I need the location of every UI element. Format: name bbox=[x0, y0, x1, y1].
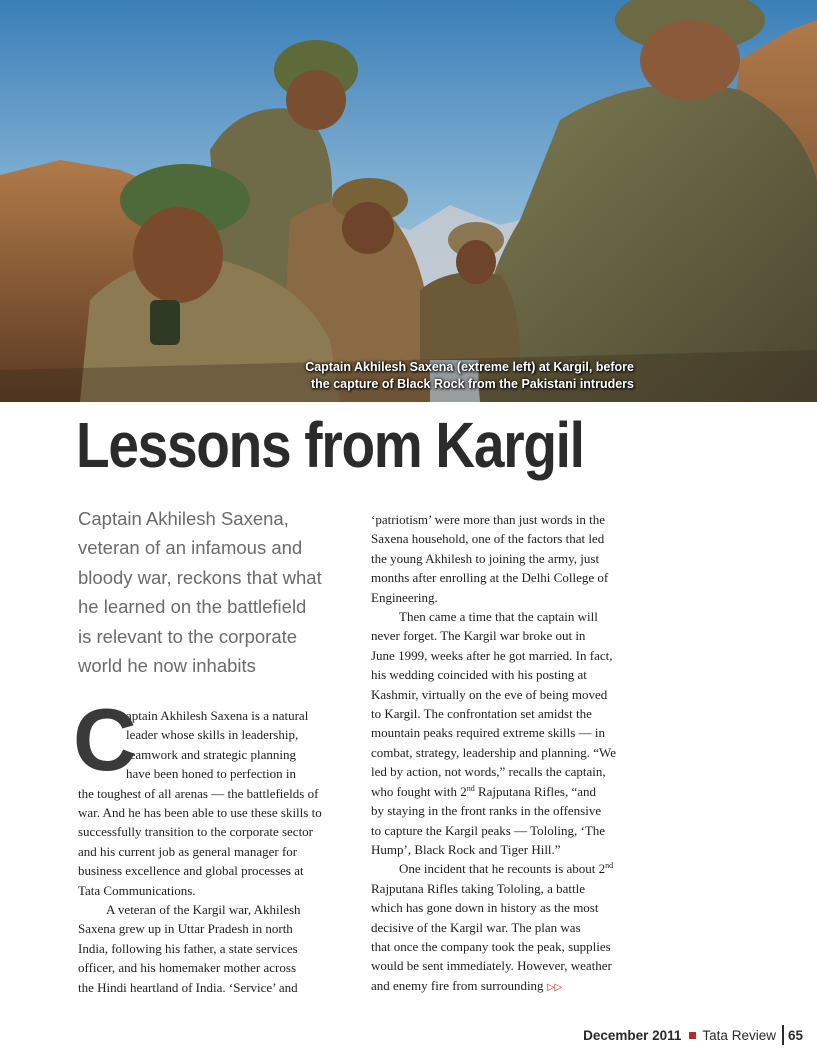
body-line: combat, strategy, leadership and planning. “We bbox=[371, 744, 617, 760]
body-line: Rajputana Rifles taking Tololing, a battle bbox=[371, 880, 586, 896]
body-line: and his current job as general manager for bbox=[78, 843, 298, 859]
page-footer bbox=[583, 1024, 803, 1046]
body-line: officer, and his homemaker mother across bbox=[78, 960, 296, 976]
body-line: Saxena household, one of the factors that led bbox=[371, 531, 605, 547]
standfirst-line: world he now inhabits bbox=[78, 655, 256, 677]
standfirst-line: veteran of an infamous and bbox=[78, 537, 303, 559]
issue-date: December 2011 bbox=[583, 1027, 682, 1043]
body-line: successfully transition to the corporate sector bbox=[78, 824, 314, 840]
body-line: Engineering. bbox=[371, 589, 438, 605]
divider bbox=[782, 1025, 784, 1045]
body-line: ‘patriotism’ were more than just words in the bbox=[371, 512, 606, 527]
body-line: months after enrolling at the Delhi College of bbox=[371, 570, 609, 586]
body-line: teamwork and strategic planning bbox=[126, 746, 297, 762]
body-line: to capture the Kargil peaks — Tololing, ‘The bbox=[371, 822, 605, 838]
body-line: June 1999, weeks after he got married. In fact, bbox=[371, 647, 613, 663]
body-column-1 bbox=[73, 690, 340, 997]
photo-caption-line-2: the capture of Black Rock from the Pakistani intruders bbox=[311, 377, 634, 391]
rifles-text-pre: who fought with 2 bbox=[371, 783, 467, 799]
body-line: Hump’, Black Rock and Tiger Hill.” bbox=[371, 841, 561, 857]
standfirst-line: he learned on the battlefield bbox=[78, 596, 307, 618]
body-line: A veteran of the Kargil war, Akhilesh bbox=[106, 902, 301, 918]
body-line: have been honed to perfection in bbox=[126, 766, 297, 782]
body-line: which has gone down in history as the most bbox=[371, 900, 599, 916]
page-number: 65 bbox=[787, 1027, 803, 1043]
body-line bbox=[371, 782, 639, 801]
soldiers-photo-illustration bbox=[0, 0, 817, 402]
body-line: Saxena grew up in Uttar Pradesh in north bbox=[78, 921, 293, 937]
ordinal-suffix: nd bbox=[605, 861, 614, 871]
body-line: Tata Communications. bbox=[78, 882, 196, 898]
ordinal-suffix: nd bbox=[466, 783, 475, 793]
body-line: Kashmir, virtually on the eve of being moved bbox=[371, 686, 608, 702]
red-square-icon bbox=[689, 1032, 696, 1039]
standfirst-line: Captain Akhilesh Saxena, bbox=[78, 508, 289, 529]
body-line: war. And he has been able to use these skills to bbox=[78, 805, 322, 821]
body-line: decisive of the Kargil war. The plan was bbox=[371, 919, 581, 935]
continue-arrow-icon: ▷▷ bbox=[546, 981, 563, 993]
body-line: aptain Akhilesh Saxena is a natural bbox=[126, 708, 309, 723]
body-line: never forget. The Kargil war broke out in bbox=[371, 628, 586, 644]
body-line bbox=[371, 976, 639, 997]
body-line: Then came a time that the captain will bbox=[399, 609, 598, 625]
body-line bbox=[371, 859, 639, 878]
photo-caption bbox=[305, 359, 634, 393]
standfirst-line: bloody war, reckons that what bbox=[78, 566, 322, 588]
publication-name: Tata Review bbox=[702, 1027, 776, 1043]
body-column-2 bbox=[371, 510, 639, 997]
body-line: to Kargil. The confrontation set amidst the bbox=[371, 706, 592, 722]
body-line: that once the company took the peak, supplies bbox=[371, 938, 611, 954]
photo-caption-line-1: Captain Akhilesh Saxena (extreme left) at Kargil, before bbox=[305, 360, 634, 374]
body-line: India, following his father, a state services bbox=[78, 940, 298, 956]
body-line: would be sent immediately. However, weather bbox=[371, 958, 612, 974]
standfirst-line: is relevant to the corporate bbox=[78, 625, 298, 647]
incident-text-pre: One incident that he recounts is about 2 bbox=[399, 861, 606, 877]
article-headline: Lessons from Kargil bbox=[76, 409, 584, 481]
body-line: his wedding coincided with his posting at bbox=[371, 667, 587, 683]
last-line-text: and enemy fire from surrounding bbox=[371, 977, 544, 993]
rifles-text-post: Rajputana Rifles, “and bbox=[474, 783, 597, 799]
body-line: the Hindi heartland of India. ‘Service’ and bbox=[78, 979, 298, 995]
body-line: by staying in the front ranks in the offensive bbox=[371, 803, 602, 819]
body-line: led by action, not words,” recalls the captain, bbox=[371, 764, 606, 780]
body-line: mountain peaks required extreme skills — in bbox=[371, 725, 605, 741]
body-line: the toughest of all arenas — the battlefields of bbox=[78, 785, 319, 801]
body-line: the young Akhilesh to joining the army, just bbox=[371, 550, 600, 566]
hero-photo bbox=[0, 0, 817, 402]
body-line: leader whose skills in leadership, bbox=[126, 727, 299, 743]
standfirst bbox=[78, 504, 350, 680]
body-line: business excellence and global processes at bbox=[78, 863, 304, 879]
drop-cap: C bbox=[73, 690, 137, 789]
